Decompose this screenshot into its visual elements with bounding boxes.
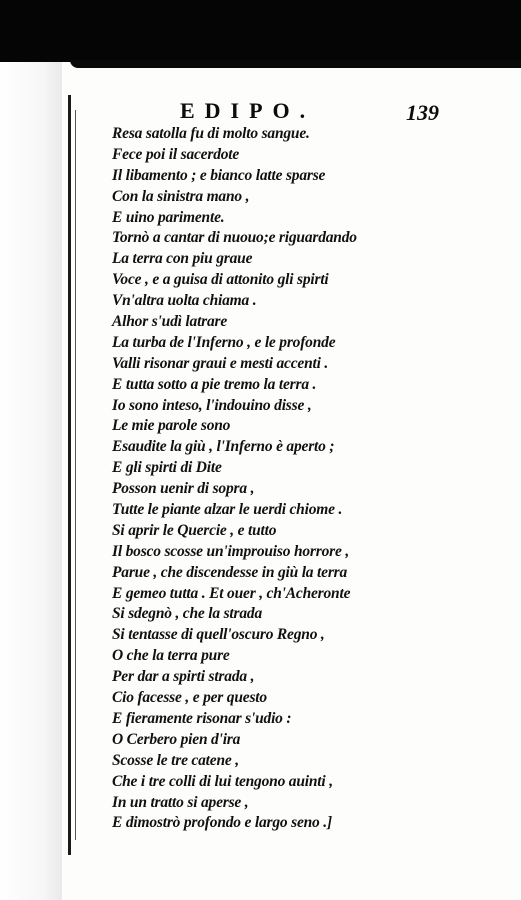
verse-line: Parue , che discendesse in giù la terra — [112, 563, 348, 581]
verse-line: Esaudite la giù , l'Inferno è aperto ; — [112, 438, 335, 456]
verse-line: Si tentasse di quell'oscuro Regno , — [112, 626, 325, 644]
verse-line: La turba de l'Inferno , e le profonde — [112, 333, 336, 351]
verse-line: Alhor s'udì latrare — [112, 313, 228, 331]
verse-line: E uino parimente. — [112, 208, 225, 226]
binding-gutter-line-thin — [75, 110, 76, 840]
scan-dark-border — [0, 0, 521, 62]
binding-gutter-line — [68, 95, 71, 855]
verse-line: Valli risonar graui e mesti accenti . — [112, 354, 329, 372]
verse-line: Le mie parole sono — [112, 417, 231, 435]
verse-line: La terra con piu graue — [112, 250, 253, 268]
page-margin — [0, 62, 62, 900]
verse-line: O che la terra pure — [112, 647, 230, 665]
verse-line: Voce , e a guisa di attonito gli spirti — [112, 271, 329, 289]
running-title: EDIPO. — [180, 98, 316, 123]
verse-line: Con la sinistra mano , — [112, 187, 250, 205]
page-number: 139 — [406, 100, 439, 125]
verse-line: Il libamento ; e bianco latte sparse — [112, 166, 326, 184]
verse-line: Il bosco scosse un'improuiso horrore , — [112, 542, 350, 560]
verse-list — [112, 124, 402, 834]
verse-line: E tutta sotto a pie tremo la terra . — [112, 375, 317, 393]
verse-line: O Cerbero pien d'ira — [112, 730, 241, 748]
verse-line: Resa satolla fu di molto sangue. — [112, 125, 310, 142]
verse-line: E gli spirti di Dite — [112, 459, 222, 477]
verse-line: Io sono inteso, l'indouino disse , — [112, 396, 312, 414]
verse-line: Fece poi il sacerdote — [112, 145, 240, 163]
verse-line: E gemeo tutta . Et ouer , ch'Acheronte — [112, 584, 351, 602]
verse-line: Per dar a spirti strada , — [112, 668, 255, 686]
verse-line: Posson uenir di sopra , — [112, 480, 255, 498]
verse-line: In un tratto si aperse , — [112, 793, 249, 811]
verse-line: Che i tre colli di lui tengono auinti , — [112, 772, 333, 790]
verse-line: Si sdegnò , che la strada — [112, 605, 263, 623]
verse-line: E dimostrò profondo e largo seno .] — [112, 814, 332, 832]
verse-line: E fieramente risonar s'udio : — [112, 709, 292, 727]
verse-line: Tutte le piante alzar le uerdi chiome . — [112, 501, 343, 519]
verse-line: Scosse le tre catene , — [112, 751, 239, 769]
verse-line: Cio facesse , e per questo — [112, 689, 267, 707]
verse-line: Vn'altra uolta chiama . — [112, 292, 257, 310]
verse-line: Si aprir le Quercie , e tutto — [112, 521, 277, 539]
verse-line: Tornò a cantar di nuouo;e riguardando — [112, 229, 357, 247]
